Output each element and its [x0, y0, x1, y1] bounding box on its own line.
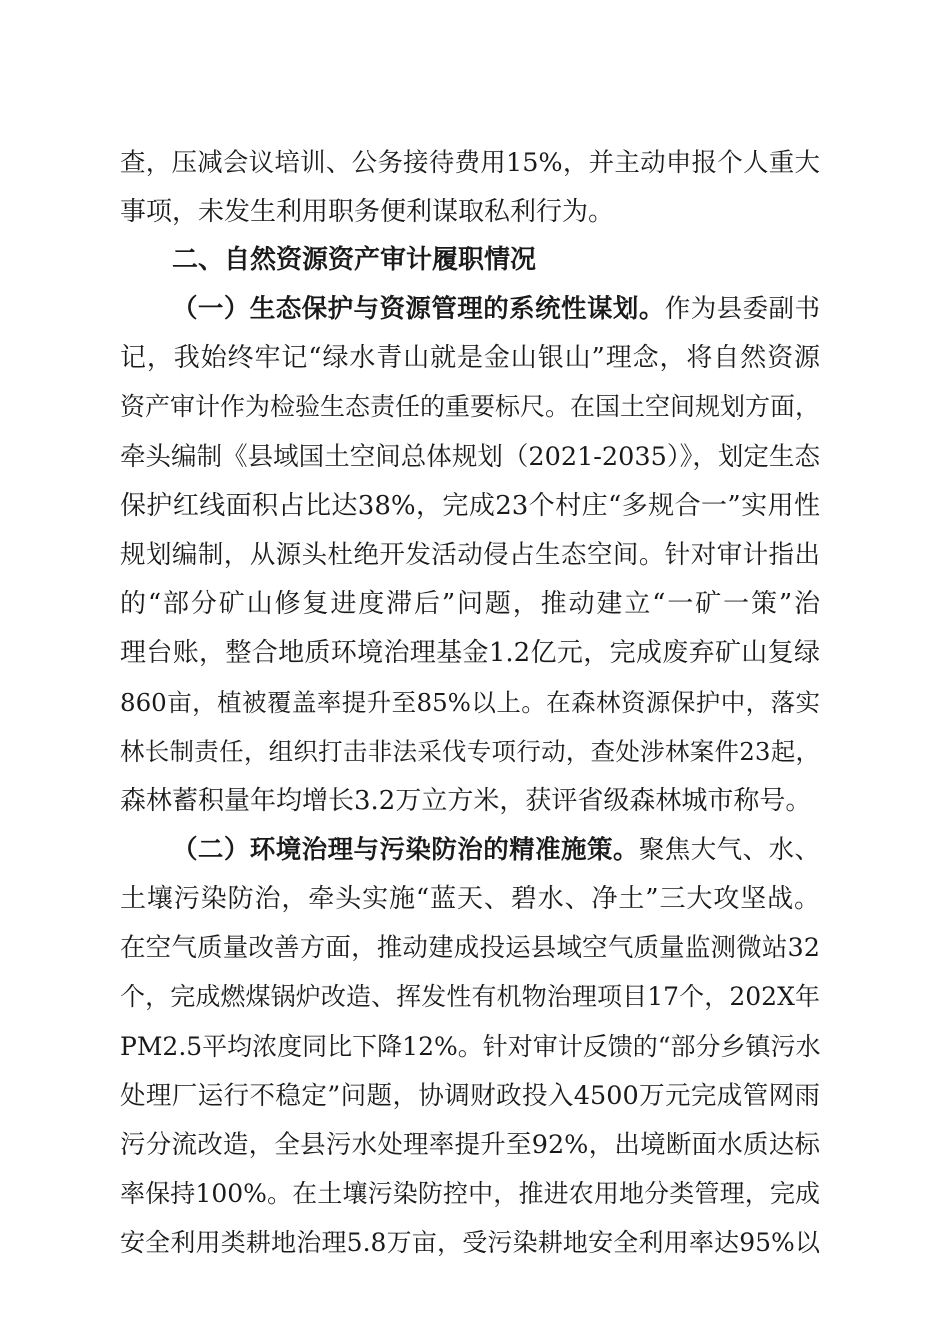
text-line: 在空气质量改善方面，推动建成投运县域空气质量监测微站32: [120, 933, 820, 963]
text-line: 规划编制，从源头杜绝开发活动侵占生态空间。针对审计指出: [120, 540, 820, 570]
text-line: 林长制责任，组织打击非法采伐专项行动，查处涉林案件23起，: [120, 737, 820, 766]
paragraph-first-line: [172, 833, 820, 867]
text-line: PM2.5平均浓度同比下降12%。针对审计反馈的“部分乡镇污水: [120, 1032, 821, 1061]
text-span: 聚焦大气、水、: [638, 835, 820, 865]
section-heading: 二、自然资源资产审计履职情况: [172, 245, 537, 275]
text-line: 查，压减会议培训、公务接待费用15%，并主动申报个人重大: [120, 148, 820, 178]
paragraph-first-line: [172, 292, 820, 326]
text-line: 污分流改造，全县污水处理率提升至92%，出境断面水质达标: [120, 1130, 820, 1160]
text-line: 理台账，整合地质环境治理基金1.2亿元，完成废弃矿山复绿: [120, 638, 820, 668]
paragraph-subheading: （二）环境治理与污染防治的精准施策。: [172, 835, 639, 865]
text-line: 保护红线面积占比达38%，完成23个村庄“多规合一”实用性: [120, 491, 820, 521]
text-line: 安全利用类耕地治理5.8万亩，受污染耕地安全利用率达95%以: [120, 1228, 820, 1257]
text-line: 率保持100%。在土壤污染防控中，推进农用地分类管理，完成: [120, 1179, 820, 1208]
text-line: 森林蓄积量年均增长3.2万立方米，获评省级森林城市称号。: [120, 786, 812, 816]
text-line: 记，我始终牢记“绿水青山就是金山银山”理念，将自然资源: [120, 343, 820, 373]
text-line: 的“部分矿山修复进度滞后”问题，推动建立“一矿一策”治: [120, 589, 820, 619]
text-line: 860亩，植被覆盖率提升至85%以上。在森林资源保护中，落实: [120, 688, 820, 717]
paragraph-subheading: （一）生态保护与资源管理的系统性谋划。: [172, 294, 665, 324]
text-line: 土壤污染防治，牵头实施“蓝天、碧水、净土”三大攻坚战。: [120, 884, 820, 914]
text-line: 个，完成燃煤锅炉改造、挥发性有机物治理项目17个，202X年: [120, 982, 820, 1011]
text-line: 资产审计作为检验生态责任的重要标尺。在国土空间规划方面，: [120, 392, 821, 421]
text-span: 作为县委副书: [664, 294, 820, 324]
text-line: 事项，未发生利用职务便利谋取私利行为。: [120, 197, 615, 227]
text-line: 牵头编制《县域国土空间总体规划（2021-2035）》，划定生态: [120, 442, 820, 472]
text-line: 处理厂运行不稳定”问题，协调财政投入4500万元完成管网雨: [120, 1081, 820, 1111]
